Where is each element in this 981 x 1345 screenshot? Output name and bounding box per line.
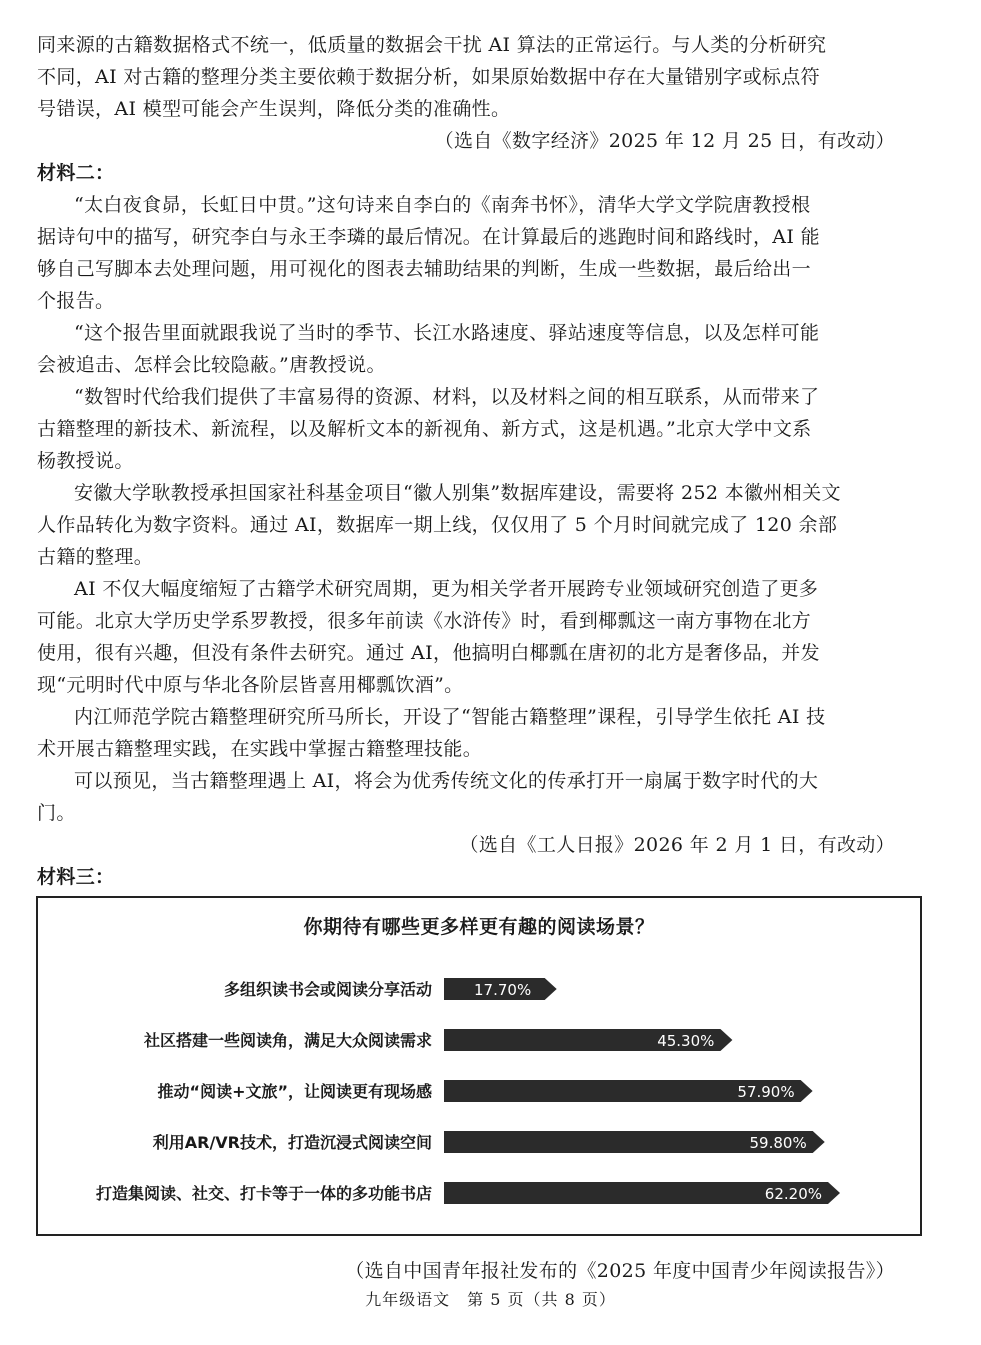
m3-heading: 材料三： (37, 866, 115, 888)
m2-source: （选自《工人日报》2026 年 2 月 1 日，有改动） (459, 834, 895, 856)
page-footer: 九年级语文 第 5 页（共 8 页） (365, 1290, 616, 1309)
m3-source: （选自中国青年报社发布的《2025 年度中国青少年阅读报告》） (345, 1260, 895, 1282)
value-label-1: 17.70% (474, 981, 532, 999)
m1-line-2: 不同，AI 对古籍的整理分类主要依赖于数据分析，如果原始数据中存在大量错别字或标点符 (37, 66, 820, 88)
m1-source: （选自《数字经济》2025 年 12 月 25 日，有改动） (434, 130, 895, 152)
m2-line-15: 使用，很有兴趣，但没有条件去研究。通过 AI，他搞明白椰瓢在唐初的北方是奢侈品，并发 (37, 642, 820, 664)
m1-line-1: 同来源的古籍数据格式不统一，低质量的数据会干扰 AI 算法的正常运行。与人类的分析研究 (37, 34, 827, 56)
m2-line-1: “太白夜食昴，长虹日中贯。”这句诗来自李白的《南奔书怀》，清华大学文学院唐教授根 (74, 194, 811, 216)
category-label-2: 社区搭建一些阅读角，满足大众阅读需求 (143, 1031, 432, 1050)
category-label-4: 利用AR/VR技术，打造沉浸式阅读空间 (152, 1133, 432, 1152)
m2-line-5: “这个报告里面就跟我说了当时的季节、长江水路速度、驿站速度等信息，以及怎样可能 (74, 322, 820, 344)
m2-line-13: AI 不仅大幅度缩短了古籍学术研究周期，更为相关学者开展跨专业领域研究创造了更多 (74, 578, 819, 600)
value-label-2: 45.30% (657, 1032, 715, 1050)
m2-line-16: 现“元明时代中原与华北各阶层皆喜用椰瓢饮酒”。 (37, 674, 464, 696)
category-label-1: 多组织读书会或阅读分享活动 (223, 980, 432, 999)
category-label-3: 推动“阅读+文旅”，让阅读更有现场感 (157, 1082, 432, 1101)
m2-line-9: 杨教授说。 (37, 450, 134, 472)
value-label-3: 57.90% (737, 1083, 795, 1101)
m2-line-3: 够自己写脚本去处理问题，用可视化的图表去辅助结果的判断，生成一些数据，最后给出一 (37, 258, 812, 280)
chart-plot (38, 898, 920, 1234)
m2-line-4: 个报告。 (37, 290, 115, 312)
m2-line-7: “数智时代给我们提供了丰富易得的资源、材料，以及材料之间的相互联系，从而带来了 (74, 386, 820, 408)
m2-line-8: 古籍整理的新技术、新流程，以及解析文本的新视角、新方式，这是机遇。”北京大学中文系 (37, 418, 812, 440)
m2-line-10: 安徽大学耿教授承担国家社科基金项目“徽人别集”数据库建设，需要将 252 本徽州相关文 (74, 482, 841, 504)
m1-line-3: 号错误，AI 模型可能会产生误判，降低分类的准确性。 (37, 98, 511, 120)
chart-title: 你期待有哪些更多样更有趣的阅读场景？ (303, 916, 655, 938)
value-label-4: 59.80% (749, 1134, 807, 1152)
reading-scenes-chart (36, 896, 922, 1236)
category-label-5: 打造集阅读、社交、打卡等于一体的多功能书店 (95, 1184, 432, 1203)
m2-line-18: 术开展古籍整理实践，在实践中掌握古籍整理技能。 (37, 738, 483, 760)
m2-line-14: 可能。北京大学历史学系罗教授，很多年前读《水浒传》时，看到椰瓢这一南方事物在北方 (37, 610, 812, 632)
m2-heading: 材料二： (37, 162, 115, 184)
m2-line-12: 古籍的整理。 (37, 546, 154, 568)
m2-line-2: 据诗句中的描写，研究李白与永王李璘的最后情况。在计算最后的逃跑时间和路线时，AI 能 (37, 226, 820, 248)
m2-line-20: 门。 (37, 802, 76, 824)
m2-line-17: 内江师范学院古籍整理研究所马所长，开设了“智能古籍整理”课程，引导学生依托 AI 技 (74, 706, 826, 728)
m2-line-11: 人作品转化为数字资料。通过 AI，数据库一期上线，仅仅用了 5 个月时间就完成了 120 余部 (37, 514, 838, 536)
m2-line-19: 可以预见，当古籍整理遇上 AI，将会为优秀传统文化的传承打开一扇属于数字时代的大 (74, 770, 819, 792)
m2-line-6: 会被追击、怎样会比较隐蔽。”唐教授说。 (37, 354, 386, 376)
value-label-5: 62.20% (764, 1185, 822, 1203)
